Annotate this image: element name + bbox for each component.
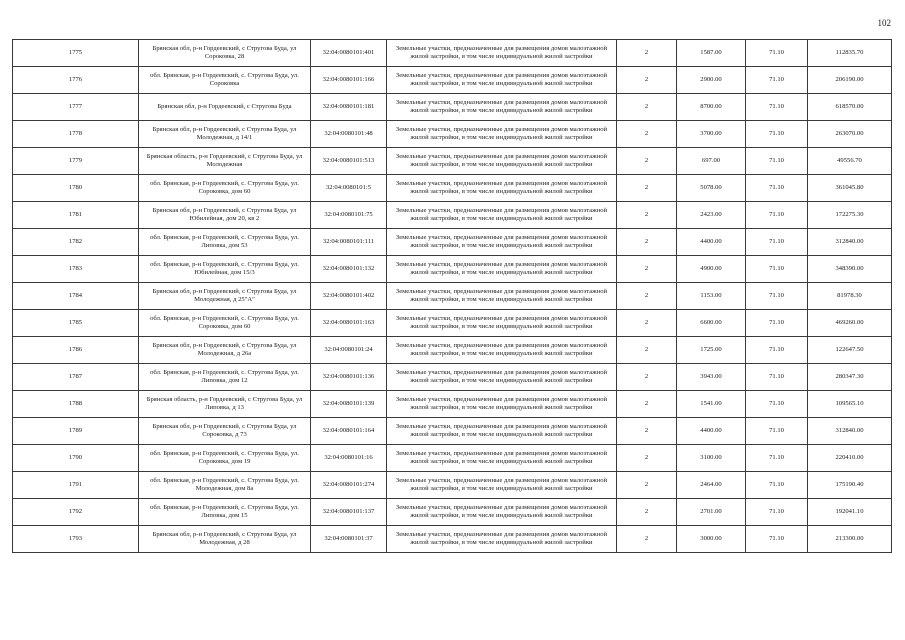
area-cell: 697.00 [677,148,746,175]
cadastral-value-cell: 312840.00 [808,229,892,256]
permitted-use-cell: Земельные участки, предназначенные для размещения домов малоэтажной жилой застройки, в том числе индивидуальной жилой застройки [387,526,617,553]
specific-value-cell: 71.10 [746,40,808,67]
address-cell: обл. Брянская, р-н Гордеевский, с. Струговa Буда, ул. Липовка, дом 12 [139,364,311,391]
specific-value-cell: 71.10 [746,67,808,94]
row-number: 1789 [13,418,139,445]
cadastral-value-cell: 361045.80 [808,175,892,202]
cadastral-number-cell: 32:04:0080101:48 [311,121,387,148]
specific-value-cell: 71.10 [746,148,808,175]
permitted-use-cell: Земельные участки, предназначенные для размещения домов малоэтажной жилой застройки, в том числе индивидуальной жилой застройки [387,40,617,67]
category-cell: 2 [617,40,677,67]
cadastral-number-cell: 32:04:0080101:166 [311,67,387,94]
cadastral-number-cell: 32:04:0080101:24 [311,337,387,364]
specific-value-cell: 71.10 [746,364,808,391]
permitted-use-cell: Земельные участки, предназначенные для размещения домов малоэтажной жилой застройки, в том числе индивидуальной жилой застройки [387,283,617,310]
cadastral-value-cell: 348390.00 [808,256,892,283]
specific-value-cell: 71.10 [746,229,808,256]
category-cell: 2 [617,499,677,526]
permitted-use-cell: Земельные участки, предназначенные для размещения домов малоэтажной жилой застройки, в том числе индивидуальной жилой застройки [387,121,617,148]
row-number: 1788 [13,391,139,418]
cadastral-value-cell: 618570.00 [808,94,892,121]
category-cell: 2 [617,175,677,202]
area-cell: 2701.00 [677,499,746,526]
cadastral-value-cell: 109565.10 [808,391,892,418]
category-cell: 2 [617,202,677,229]
address-cell: обл. Брянская, р-н Гордеевский, с. Струговa Буда, ул. Сороковка, дом 60 [139,310,311,337]
category-cell: 2 [617,445,677,472]
row-number: 1777 [13,94,139,121]
row-number: 1779 [13,148,139,175]
row-number: 1784 [13,283,139,310]
address-cell: обл. Брянская, р-н Гордеевский, с. Струговa Буда, ул. Юбилейная, дом 15/3 [139,256,311,283]
cadastral-number-cell: 32:04:0080101:163 [311,310,387,337]
cadastral-value-cell: 49556.70 [808,148,892,175]
area-cell: 5078.00 [677,175,746,202]
category-cell: 2 [617,67,677,94]
specific-value-cell: 71.10 [746,418,808,445]
address-cell: Брянская обл, р-н Гордеевский, с Струговa Буда, ул Сороковка, д 73 [139,418,311,445]
area-cell: 4900.00 [677,256,746,283]
table-row [13,499,892,526]
address-cell: обл. Брянская, р-н Гордеевский, с. Струговa Буда, ул. Липовка, дом 15 [139,499,311,526]
table-row [13,256,892,283]
row-number: 1792 [13,499,139,526]
area-cell: 1153.00 [677,283,746,310]
cadastral-value-cell: 312840.00 [808,418,892,445]
row-number: 1793 [13,526,139,553]
row-number: 1776 [13,67,139,94]
cadastral-number-cell: 32:04:0080101:137 [311,499,387,526]
specific-value-cell: 71.10 [746,445,808,472]
specific-value-cell: 71.10 [746,94,808,121]
row-number: 1785 [13,310,139,337]
category-cell: 2 [617,526,677,553]
address-cell: обл. Брянская, р-н Гордеевский, с. Струговa Буда, ул. Сороковка, дом 19 [139,445,311,472]
table-row [13,364,892,391]
cadastral-number-cell: 32:04:0080101:181 [311,94,387,121]
address-cell: Брянская обл, р-н Гордеевский, с Струговa Буда, ул Молодежная, д 26а [139,337,311,364]
area-cell: 3943.00 [677,364,746,391]
area-cell: 2900.00 [677,67,746,94]
area-cell: 4400.00 [677,418,746,445]
specific-value-cell: 71.10 [746,121,808,148]
cadastral-value-cell: 175190.40 [808,472,892,499]
cadastral-value-cell: 263070.00 [808,121,892,148]
cadastral-number-cell: 32:04:0080101:75 [311,202,387,229]
cadastral-number-cell: 32:04:0080101:513 [311,148,387,175]
permitted-use-cell: Земельные участки, предназначенные для размещения домов малоэтажной жилой застройки, в том числе индивидуальной жилой застройки [387,364,617,391]
row-number: 1791 [13,472,139,499]
category-cell: 2 [617,310,677,337]
address-cell: Брянская обл, р-н Гордеевский, с Струговa Буда, ул Молодежная, д 25"А" [139,283,311,310]
cadastral-value-cell: 81978.30 [808,283,892,310]
table-row [13,94,892,121]
area-cell: 3700.00 [677,121,746,148]
category-cell: 2 [617,256,677,283]
cadastral-value-cell: 206190.00 [808,67,892,94]
permitted-use-cell: Земельные участки, предназначенные для размещения домов малоэтажной жилой застройки, в том числе индивидуальной жилой застройки [387,148,617,175]
specific-value-cell: 71.10 [746,310,808,337]
row-number: 1783 [13,256,139,283]
area-cell: 6600.00 [677,310,746,337]
table-row [13,202,892,229]
table-row [13,40,892,67]
address-cell: обл. Брянская, р-н Гордеевский, с. Струговa Буда, ул. Сороковка [139,67,311,94]
row-number: 1790 [13,445,139,472]
cadastral-number-cell: 32:04:0080101:5 [311,175,387,202]
cadastral-value-cell: 122647.50 [808,337,892,364]
table-row [13,337,892,364]
row-number: 1786 [13,337,139,364]
cadastral-value-cell: 469260.00 [808,310,892,337]
area-cell: 2464.00 [677,472,746,499]
permitted-use-cell: Земельные участки, предназначенные для размещения домов малоэтажной жилой застройки, в том числе индивидуальной жилой застройки [387,472,617,499]
table-row [13,526,892,553]
category-cell: 2 [617,364,677,391]
area-cell: 8700.00 [677,94,746,121]
address-cell: обл. Брянская, р-н Гордеевский, с. Струговa Буда, ул. Сороковка, дом 60 [139,175,311,202]
row-number: 1775 [13,40,139,67]
cadastral-value-cell: 213300.00 [808,526,892,553]
table-row [13,310,892,337]
permitted-use-cell: Земельные участки, предназначенные для размещения домов малоэтажной жилой застройки, в том числе индивидуальной жилой застройки [387,256,617,283]
permitted-use-cell: Земельные участки, предназначенные для размещения домов малоэтажной жилой застройки, в том числе индивидуальной жилой застройки [387,202,617,229]
cadastral-value-cell: 172275.30 [808,202,892,229]
row-number: 1787 [13,364,139,391]
permitted-use-cell: Земельные участки, предназначенные для размещения домов малоэтажной жилой застройки, в том числе индивидуальной жилой застройки [387,445,617,472]
permitted-use-cell: Земельные участки, предназначенные для размещения домов малоэтажной жилой застройки, в том числе индивидуальной жилой застройки [387,418,617,445]
table-row [13,229,892,256]
specific-value-cell: 71.10 [746,175,808,202]
cadastral-number-cell: 32:04:0080101:132 [311,256,387,283]
permitted-use-cell: Земельные участки, предназначенные для размещения домов малоэтажной жилой застройки, в том числе индивидуальной жилой застройки [387,94,617,121]
table-body [13,40,892,553]
area-cell: 3000.00 [677,526,746,553]
cadastral-number-cell: 32:04:0080101:37 [311,526,387,553]
area-cell: 2423.00 [677,202,746,229]
row-number: 1778 [13,121,139,148]
specific-value-cell: 71.10 [746,337,808,364]
row-number: 1781 [13,202,139,229]
specific-value-cell: 71.10 [746,256,808,283]
address-cell: Брянская область, р-н Гордеевский, с Струговa Буда, ул Липовка, д 13 [139,391,311,418]
cadastral-number-cell: 32:04:0080101:136 [311,364,387,391]
area-cell: 1541.00 [677,391,746,418]
cadastral-number-cell: 32:04:0080101:274 [311,472,387,499]
category-cell: 2 [617,283,677,310]
cadastral-number-cell: 32:04:0080101:164 [311,418,387,445]
land-plot-table [12,39,892,553]
category-cell: 2 [617,472,677,499]
specific-value-cell: 71.10 [746,202,808,229]
category-cell: 2 [617,229,677,256]
address-cell: обл. Брянская, р-н Гордеевский, с. Струговa Буда, ул. Липовка, дом 53 [139,229,311,256]
address-cell: Брянская обл, р-н Гордеевский, с Струговa Буда, ул Юбилейная, дом 20, кв 2 [139,202,311,229]
cadastral-number-cell: 32:04:0080101:111 [311,229,387,256]
address-cell: обл. Брянская, р-н Гордеевский, с. Струговa Буда, ул. Молодежная, дом 8а [139,472,311,499]
specific-value-cell: 71.10 [746,391,808,418]
category-cell: 2 [617,391,677,418]
permitted-use-cell: Земельные участки, предназначенные для размещения домов малоэтажной жилой застройки, в том числе индивидуальной жилой застройки [387,499,617,526]
page-number: 102 [877,18,891,28]
table-row [13,175,892,202]
cadastral-number-cell: 32:04:0080101:402 [311,283,387,310]
permitted-use-cell: Земельные участки, предназначенные для размещения домов малоэтажной жилой застройки, в том числе индивидуальной жилой застройки [387,310,617,337]
cadastral-value-cell: 192041.10 [808,499,892,526]
address-cell: Брянская обл, р-н Гордеевский, с Струговa Буда, ул Сороковка, 28 [139,40,311,67]
area-cell: 4400.00 [677,229,746,256]
cadastral-value-cell: 280347.30 [808,364,892,391]
permitted-use-cell: Земельные участки, предназначенные для размещения домов малоэтажной жилой застройки, в том числе индивидуальной жилой застройки [387,175,617,202]
category-cell: 2 [617,121,677,148]
permitted-use-cell: Земельные участки, предназначенные для размещения домов малоэтажной жилой застройки, в том числе индивидуальной жилой застройки [387,391,617,418]
category-cell: 2 [617,148,677,175]
specific-value-cell: 71.10 [746,526,808,553]
address-cell: Брянская обл, р-н Гордеевский, с Струговa Буда [139,94,311,121]
permitted-use-cell: Земельные участки, предназначенные для размещения домов малоэтажной жилой застройки, в том числе индивидуальной жилой застройки [387,337,617,364]
table-row [13,121,892,148]
specific-value-cell: 71.10 [746,499,808,526]
table-row [13,445,892,472]
permitted-use-cell: Земельные участки, предназначенные для размещения домов малоэтажной жилой застройки, в том числе индивидуальной жилой застройки [387,67,617,94]
area-cell: 3100.00 [677,445,746,472]
category-cell: 2 [617,418,677,445]
area-cell: 1725.00 [677,337,746,364]
row-number: 1782 [13,229,139,256]
table-row [13,418,892,445]
cadastral-number-cell: 32:04:0080101:16 [311,445,387,472]
table-row [13,391,892,418]
category-cell: 2 [617,94,677,121]
table-row [13,472,892,499]
address-cell: Брянская обл, р-н Гордеевский, с Струговa Буда, ул Молодежная, д 28 [139,526,311,553]
cadastral-number-cell: 32:04:0080101:139 [311,391,387,418]
cadastral-number-cell: 32:04:0080101:401 [311,40,387,67]
address-cell: Брянская область, р-н Гордеевский, с Струговa Буда, ул Молодежная [139,148,311,175]
row-number: 1780 [13,175,139,202]
cadastral-value-cell: 220410.00 [808,445,892,472]
specific-value-cell: 71.10 [746,472,808,499]
category-cell: 2 [617,337,677,364]
specific-value-cell: 71.10 [746,283,808,310]
cadastral-value-cell: 112835.70 [808,40,892,67]
area-cell: 1587.00 [677,40,746,67]
address-cell: Брянская обл, р-н Гордеевский, с Струговa Буда, ул Молодежная, д 14/1 [139,121,311,148]
table-row [13,67,892,94]
table-row [13,148,892,175]
permitted-use-cell: Земельные участки, предназначенные для размещения домов малоэтажной жилой застройки, в том числе индивидуальной жилой застройки [387,229,617,256]
table-row [13,283,892,310]
